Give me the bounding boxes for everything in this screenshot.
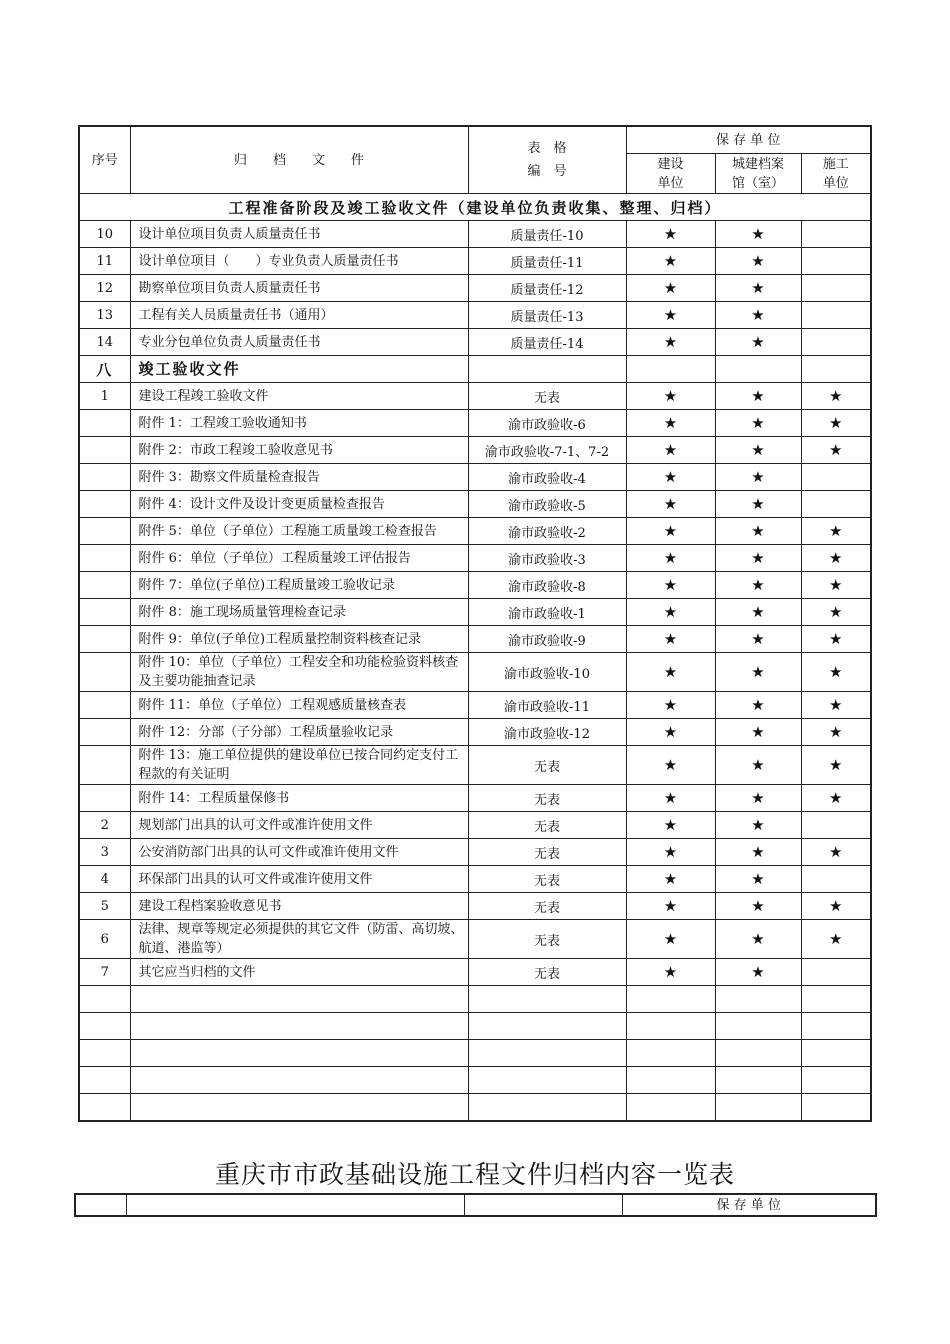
row-construction-unit-star: ★: [626, 302, 715, 329]
page-title: 重庆市市政基础设施工程文件归档内容一览表: [214, 1160, 735, 1189]
row-construction-unit-star: ★: [626, 959, 715, 986]
row-construction-unit-star: ★: [626, 491, 715, 518]
row-form-code: 渝市政验收-2: [468, 518, 626, 545]
row-contractor-star: [801, 959, 871, 986]
empty-cell: [79, 1013, 130, 1040]
row-seq: 1: [79, 383, 130, 410]
empty-cell: [801, 986, 871, 1013]
col-header-form-code: [468, 126, 626, 194]
empty-cell: [626, 1094, 715, 1122]
row-construction-unit-star: ★: [626, 599, 715, 626]
empty-cell: [801, 356, 871, 383]
row-construction-unit-star: ★: [626, 518, 715, 545]
row-document-name: 附件 13：施工单位提供的建设单位已按合同约定支付工程款的有关证明: [130, 746, 468, 785]
row-document-name: 附件 3：勘察文件质量检查报告: [130, 464, 468, 491]
row-seq: [79, 491, 130, 518]
empty-cell: [801, 1094, 871, 1122]
row-seq: [79, 626, 130, 653]
row-document-name: 附件 1：工程竣工验收通知书: [130, 410, 468, 437]
table-row: [79, 464, 871, 491]
table-row: [79, 653, 871, 692]
row-archive-star: ★: [715, 719, 801, 746]
row-seq: [79, 785, 130, 812]
empty-cell: [130, 1013, 468, 1040]
row-archive-star: ★: [715, 545, 801, 572]
row-construction-unit-star: ★: [626, 437, 715, 464]
row-archive-star: ★: [715, 491, 801, 518]
row-contractor-star: [801, 275, 871, 302]
row-archive-star: ★: [715, 692, 801, 719]
row-form-code: 无表: [468, 959, 626, 986]
empty-cell: [626, 1067, 715, 1094]
table-row: [79, 626, 871, 653]
empty-cell: [626, 1013, 715, 1040]
row-archive-star: ★: [715, 626, 801, 653]
continued-seq-cell: [75, 1194, 126, 1216]
row-contractor-star: [801, 302, 871, 329]
row-seq: 14: [79, 329, 130, 356]
empty-cell: [130, 1067, 468, 1094]
row-archive-star: ★: [715, 839, 801, 866]
table-row: [79, 746, 871, 785]
row-seq: [79, 599, 130, 626]
row-archive-star: ★: [715, 221, 801, 248]
row-document-name: 附件 12：分部（子分部）工程质量验收记录: [130, 719, 468, 746]
continued-storage-header: 保 存 单 位: [622, 1194, 876, 1216]
row-archive-star: ★: [715, 437, 801, 464]
row-document-name: 环保部门出具的认可文件或准许使用文件: [130, 866, 468, 893]
row-archive-star: ★: [715, 464, 801, 491]
row-form-code: 无表: [468, 920, 626, 959]
empty-cell: [801, 1067, 871, 1094]
table-row: [79, 959, 871, 986]
row-contractor-star: [801, 221, 871, 248]
row-document-name: 附件 9：单位(子单位)工程质量控制资料核查记录: [130, 626, 468, 653]
table-row: [79, 719, 871, 746]
table-row: [79, 839, 871, 866]
empty-row: [79, 1067, 871, 1094]
row-document-name: 附件 11：单位（子单位）工程观感质量核查表: [130, 692, 468, 719]
row-form-code: 无表: [468, 785, 626, 812]
row-document-name: 专业分包单位负责人质量责任书: [130, 329, 468, 356]
table-row: [79, 302, 871, 329]
row-document-name: 法律、规章等规定必须提供的其它文件（防雷、高切坡、航道、港监等）: [130, 920, 468, 959]
col-header-seq: 序号: [79, 126, 130, 194]
row-archive-star: ★: [715, 866, 801, 893]
empty-cell: [468, 1067, 626, 1094]
row-construction-unit-star: ★: [626, 653, 715, 692]
row-construction-unit-star: ★: [626, 410, 715, 437]
table-row: [79, 812, 871, 839]
empty-cell: [715, 1040, 801, 1067]
col-header-contractor: [801, 154, 871, 194]
row-construction-unit-star: ★: [626, 464, 715, 491]
table-row: [79, 893, 871, 920]
row-form-code: 渝市政验收-12: [468, 719, 626, 746]
row-form-code: 渝市政验收-3: [468, 545, 626, 572]
row-contractor-star: ★: [801, 572, 871, 599]
row-contractor-star: ★: [801, 599, 871, 626]
empty-row: [79, 1094, 871, 1122]
empty-cell: [801, 1040, 871, 1067]
section-b-number: 八: [79, 356, 130, 383]
table-row: [79, 491, 871, 518]
row-archive-star: ★: [715, 329, 801, 356]
row-construction-unit-star: ★: [626, 626, 715, 653]
row-archive-star: ★: [715, 275, 801, 302]
row-contractor-star: ★: [801, 626, 871, 653]
row-construction-unit-star: ★: [626, 812, 715, 839]
row-contractor-star: [801, 491, 871, 518]
empty-cell: [468, 1013, 626, 1040]
row-contractor-star: ★: [801, 839, 871, 866]
row-document-name: 附件 14：工程质量保修书: [130, 785, 468, 812]
row-contractor-star: ★: [801, 692, 871, 719]
col-header-archive: [715, 154, 801, 194]
row-form-code: 无表: [468, 893, 626, 920]
row-form-code: 质量责任-12: [468, 275, 626, 302]
table-row: [79, 518, 871, 545]
row-contractor-star: ★: [801, 437, 871, 464]
row-contractor-star: ★: [801, 785, 871, 812]
row-seq: [79, 437, 130, 464]
row-seq: [79, 572, 130, 599]
table-row: [79, 275, 871, 302]
empty-cell: [468, 1040, 626, 1067]
row-document-name: 其它应当归档的文件: [130, 959, 468, 986]
row-seq: 2: [79, 812, 130, 839]
row-contractor-star: [801, 248, 871, 275]
row-form-code: 质量责任-10: [468, 221, 626, 248]
row-contractor-star: ★: [801, 518, 871, 545]
row-seq: 6: [79, 920, 130, 959]
row-construction-unit-star: ★: [626, 893, 715, 920]
table-row: [79, 920, 871, 959]
form-code-line-1: 表 格: [527, 141, 567, 156]
row-document-name: 附件 6：单位（子单位）工程质量竣工评估报告: [130, 545, 468, 572]
row-construction-unit-star: ★: [626, 839, 715, 866]
row-seq: 12: [79, 275, 130, 302]
empty-cell: [715, 1067, 801, 1094]
empty-cell: [626, 356, 715, 383]
row-seq: [79, 719, 130, 746]
row-archive-star: ★: [715, 410, 801, 437]
empty-row: [79, 1040, 871, 1067]
empty-cell: [79, 1040, 130, 1067]
table-row: [79, 383, 871, 410]
table-row: [79, 785, 871, 812]
row-contractor-star: ★: [801, 383, 871, 410]
row-construction-unit-star: ★: [626, 692, 715, 719]
archive-table: [78, 125, 872, 1122]
row-seq: [79, 464, 130, 491]
row-contractor-star: ★: [801, 746, 871, 785]
row-construction-unit-star: ★: [626, 329, 715, 356]
table-row: [79, 410, 871, 437]
row-form-code: 渝市政验收-9: [468, 626, 626, 653]
empty-cell: [79, 986, 130, 1013]
row-construction-unit-star: ★: [626, 785, 715, 812]
table-row: [79, 248, 871, 275]
empty-row: [79, 1013, 871, 1040]
row-document-name: 附件 4：设计文件及设计变更质量检查报告: [130, 491, 468, 518]
row-form-code: 质量责任-11: [468, 248, 626, 275]
row-document-name: 设计单位项目（ ）专业负责人质量责任书: [130, 248, 468, 275]
row-document-name: 附件 8：施工现场质量管理检查记录: [130, 599, 468, 626]
row-construction-unit-star: ★: [626, 920, 715, 959]
row-form-code: 无表: [468, 746, 626, 785]
empty-cell: [130, 1040, 468, 1067]
row-seq: [79, 653, 130, 692]
construction-unit-line-1: 建设: [657, 156, 684, 172]
archive-table-continued: [74, 1193, 877, 1217]
row-document-name: 附件 10：单位（子单位）工程安全和功能检验资料核查及主要功能抽查记录: [130, 653, 468, 692]
row-form-code: 无表: [468, 839, 626, 866]
row-seq: 13: [79, 302, 130, 329]
table-row: [79, 692, 871, 719]
row-form-code: 渝市政验收-6: [468, 410, 626, 437]
construction-unit-line-2: 单位: [657, 175, 684, 191]
empty-cell: [130, 1094, 468, 1122]
row-document-name: 附件 5：单位（子单位）工程施工质量竣工检查报告: [130, 518, 468, 545]
row-contractor-star: ★: [801, 545, 871, 572]
row-construction-unit-star: ★: [626, 746, 715, 785]
row-contractor-star: [801, 329, 871, 356]
col-header-storage: 保 存 单 位: [626, 126, 871, 154]
table-row: [79, 221, 871, 248]
empty-row: [79, 986, 871, 1013]
row-form-code: 质量责任-14: [468, 329, 626, 356]
continued-header-row: [75, 1194, 876, 1216]
row-archive-star: ★: [715, 920, 801, 959]
row-contractor-star: ★: [801, 410, 871, 437]
row-form-code: 渝市政验收-7-1、7-2: [468, 437, 626, 464]
row-seq: 10: [79, 221, 130, 248]
row-document-name: 设计单位项目负责人质量责任书: [130, 221, 468, 248]
row-construction-unit-star: ★: [626, 383, 715, 410]
row-form-code: 无表: [468, 866, 626, 893]
empty-cell: [468, 356, 626, 383]
row-seq: 4: [79, 866, 130, 893]
row-archive-star: ★: [715, 302, 801, 329]
row-contractor-star: ★: [801, 719, 871, 746]
row-seq: 5: [79, 893, 130, 920]
contractor-line-2: 单位: [822, 175, 849, 191]
section-a-header: [79, 194, 871, 221]
empty-cell: [715, 1013, 801, 1040]
row-archive-star: ★: [715, 746, 801, 785]
row-document-name: 附件 7：单位(子单位)工程质量竣工验收记录: [130, 572, 468, 599]
row-seq: [79, 692, 130, 719]
row-document-name: 工程有关人员质量责任书（通用）: [130, 302, 468, 329]
empty-cell: [801, 1013, 871, 1040]
continued-document-cell: [126, 1194, 464, 1216]
row-form-code: 渝市政验收-11: [468, 692, 626, 719]
row-seq: [79, 410, 130, 437]
row-contractor-star: ★: [801, 920, 871, 959]
empty-cell: [715, 1094, 801, 1122]
row-archive-star: ★: [715, 248, 801, 275]
col-header-construction-unit: [626, 154, 715, 194]
row-construction-unit-star: ★: [626, 719, 715, 746]
row-document-name: 附件 2：市政工程竣工验收意见书: [130, 437, 468, 464]
row-construction-unit-star: ★: [626, 275, 715, 302]
row-form-code: 渝市政验收-1: [468, 599, 626, 626]
form-code-line-2: 编 号: [527, 164, 567, 179]
table-row: [79, 437, 871, 464]
row-archive-star: ★: [715, 785, 801, 812]
archive-line-1: 城建档案: [731, 156, 784, 172]
row-construction-unit-star: ★: [626, 545, 715, 572]
table-row: [79, 599, 871, 626]
empty-cell: [715, 986, 801, 1013]
row-construction-unit-star: ★: [626, 866, 715, 893]
empty-cell: [626, 986, 715, 1013]
section-b-header: [79, 356, 871, 383]
row-contractor-star: ★: [801, 893, 871, 920]
row-form-code: 渝市政验收-4: [468, 464, 626, 491]
row-seq: 7: [79, 959, 130, 986]
empty-cell: [79, 1094, 130, 1122]
section-b-title: 竣工验收文件: [130, 356, 468, 383]
row-seq: [79, 518, 130, 545]
row-form-code: 无表: [468, 812, 626, 839]
section-a-title: 工程准备阶段及竣工验收文件（建设单位负责收集、整理、归档）: [79, 194, 871, 221]
row-document-name: 建设工程档案验收意见书: [130, 893, 468, 920]
row-seq: 3: [79, 839, 130, 866]
empty-cell: [626, 1040, 715, 1067]
header-row-1: [79, 126, 871, 154]
row-archive-star: ★: [715, 572, 801, 599]
empty-cell: [130, 986, 468, 1013]
continued-form-code-cell: [464, 1194, 622, 1216]
table-row: [79, 329, 871, 356]
table-row: [79, 866, 871, 893]
table-row: [79, 572, 871, 599]
row-archive-star: ★: [715, 383, 801, 410]
row-construction-unit-star: ★: [626, 248, 715, 275]
row-form-code: 渝市政验收-5: [468, 491, 626, 518]
row-archive-star: ★: [715, 653, 801, 692]
row-archive-star: ★: [715, 518, 801, 545]
row-construction-unit-star: ★: [626, 572, 715, 599]
table-row: [79, 545, 871, 572]
contractor-line-1: 施工: [822, 156, 849, 172]
row-archive-star: ★: [715, 893, 801, 920]
row-form-code: 质量责任-13: [468, 302, 626, 329]
row-contractor-star: [801, 464, 871, 491]
row-construction-unit-star: ★: [626, 221, 715, 248]
row-document-name: 规划部门出具的认可文件或准许使用文件: [130, 812, 468, 839]
row-archive-star: ★: [715, 599, 801, 626]
row-archive-star: ★: [715, 959, 801, 986]
row-form-code: 渝市政验收-8: [468, 572, 626, 599]
col-header-document: 归 档 文 件: [130, 126, 468, 194]
empty-cell: [715, 356, 801, 383]
row-document-name: 勘察单位项目负责人质量责任书: [130, 275, 468, 302]
row-contractor-star: [801, 812, 871, 839]
row-contractor-star: [801, 866, 871, 893]
row-seq: [79, 545, 130, 572]
archive-line-2: 馆（室）: [731, 175, 784, 191]
row-document-name: 建设工程竣工验收文件: [130, 383, 468, 410]
row-archive-star: ★: [715, 812, 801, 839]
row-contractor-star: ★: [801, 653, 871, 692]
empty-cell: [79, 1067, 130, 1094]
empty-cell: [468, 1094, 626, 1122]
row-document-name: 公安消防部门出具的认可文件或准许使用文件: [130, 839, 468, 866]
row-form-code: 无表: [468, 383, 626, 410]
row-form-code: 渝市政验收-10: [468, 653, 626, 692]
row-seq: [79, 746, 130, 785]
row-seq: 11: [79, 248, 130, 275]
empty-cell: [468, 986, 626, 1013]
